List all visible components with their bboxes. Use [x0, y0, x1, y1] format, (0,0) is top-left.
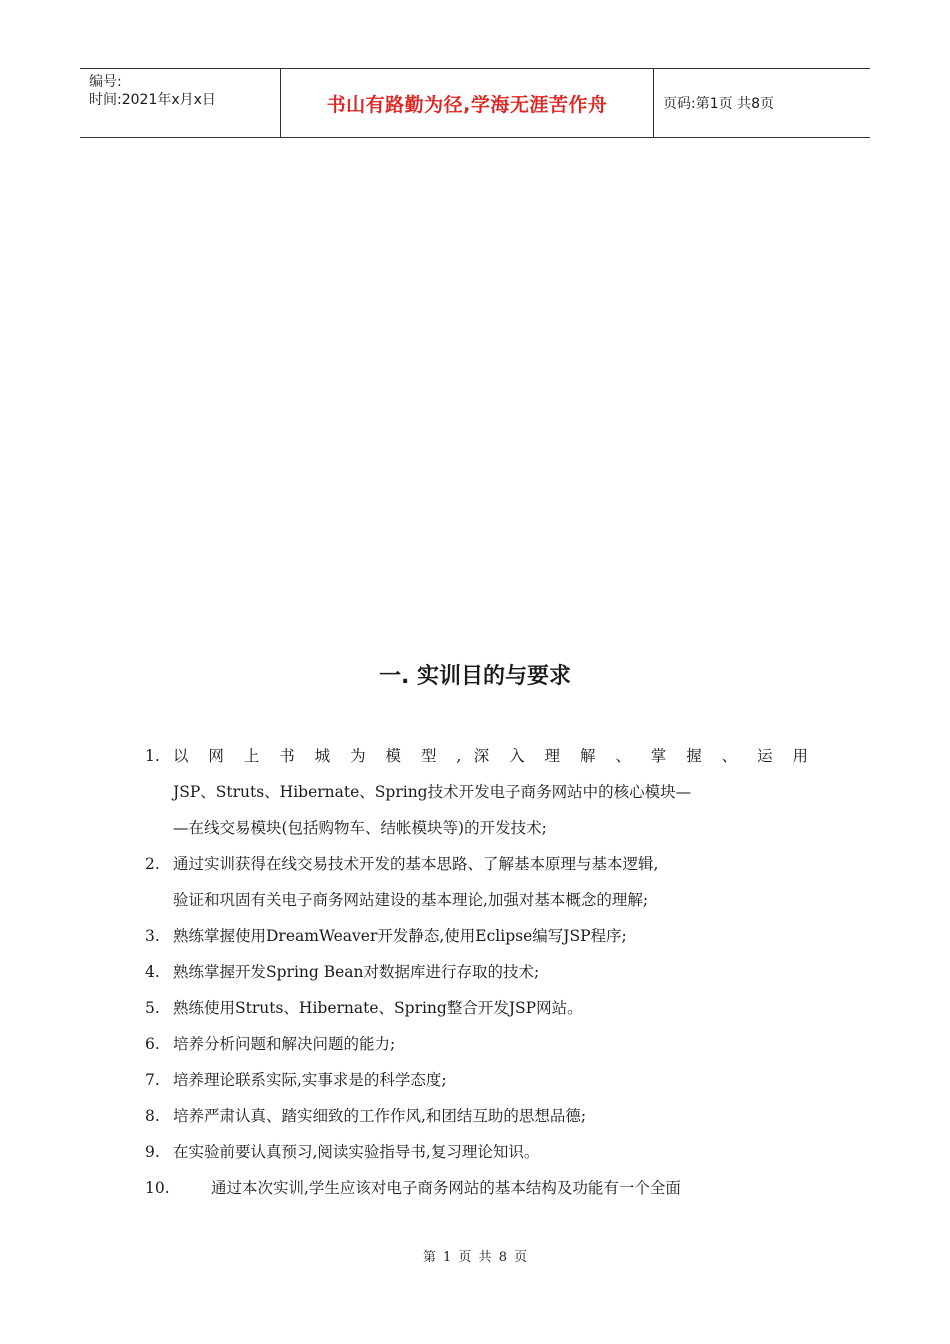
item-line: 熟练掌握开发Spring Bean对数据库进行存取的技术; — [173, 963, 540, 981]
section-title: 一. 实训目的与要求 — [378, 664, 572, 689]
list-item — [145, 1062, 808, 1098]
list-item-continuation — [145, 810, 808, 846]
item-line: 熟练掌握使用DreamWeaver开发静态,使用Eclipse编写JSP程序; — [173, 927, 627, 945]
item-line: 在实验前要认真预习,阅读实验指导书,复习理论知识。 — [173, 1143, 540, 1161]
item-line: —在线交易模块(包括购物车、结帐模块等)的开发技术; — [173, 819, 547, 837]
list-item — [145, 846, 808, 882]
item-number: 5. — [145, 999, 160, 1017]
item-line: 熟练使用Struts、Hibernate、Spring整合开发JSP网站。 — [173, 999, 583, 1017]
list-item — [145, 1134, 808, 1170]
list-item — [145, 954, 808, 990]
header-meta-cell — [80, 69, 281, 137]
item-number: 1. — [145, 747, 160, 765]
item-line: 培养严肃认真、踏实细致的工作作风,和团结互助的思想品德; — [173, 1107, 587, 1125]
item-number: 10. — [145, 1179, 170, 1197]
item-line: JSP、Struts、Hibernate、Spring技术开发电子商务网站中的核心模块— — [173, 783, 692, 801]
motto-text: 书山有路勤为径,学海无涯苦作舟 — [326, 93, 608, 116]
motto-cell — [281, 69, 654, 137]
page-number-cell — [654, 69, 870, 137]
list-item — [145, 738, 808, 774]
item-line: 验证和巩固有关电子商务网站建设的基本理论,加强对基本概念的理解; — [173, 891, 649, 909]
list-item — [145, 990, 808, 1026]
list-item — [145, 1170, 808, 1206]
page-label: 页码:第1页 共8页 — [663, 96, 774, 112]
item-number: 7. — [145, 1071, 160, 1089]
time-label: 时间:2021年x月x日 — [89, 92, 216, 108]
item-line: 以 网 上 书 城 为 模 型 , 深 入 理 解 、 掌 握 、 运 用 — [173, 747, 808, 765]
page-footer: 第 1 页 共 8 页 — [422, 1250, 528, 1265]
list-item — [145, 918, 808, 954]
item-number: 8. — [145, 1107, 160, 1125]
item-number: 2. — [145, 855, 160, 873]
item-number: 4. — [145, 963, 160, 981]
item-line: 培养分析问题和解决问题的能力; — [173, 1035, 396, 1053]
item-number: 6. — [145, 1035, 160, 1053]
list-item — [145, 1098, 808, 1134]
list-item-continuation — [145, 882, 808, 918]
requirements-list — [145, 738, 808, 1206]
number-label: 编号: — [89, 74, 122, 90]
item-number: 3. — [145, 927, 160, 945]
item-line: 通过实训获得在线交易技术开发的基本思路、了解基本原理与基本逻辑, — [173, 855, 659, 873]
document-header — [80, 68, 870, 138]
list-item-continuation — [145, 774, 808, 810]
item-number: 9. — [145, 1143, 160, 1161]
item-line: 通过本次实训,学生应该对电子商务网站的基本结构及功能有一个全面 — [211, 1179, 681, 1197]
list-item — [145, 1026, 808, 1062]
item-line: 培养理论联系实际,实事求是的科学态度; — [173, 1071, 447, 1089]
